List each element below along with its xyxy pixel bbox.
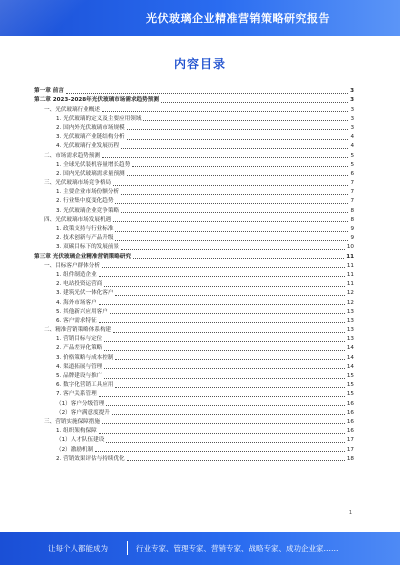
- toc-entry-title: 3. 光伏玻璃企业竞争策略: [56, 207, 120, 214]
- toc-entry-title: 2. 营销效果评估与持续优化: [56, 455, 125, 462]
- toc-entry-page: 13: [346, 327, 354, 334]
- toc-entry[interactable]: [34, 389, 354, 398]
- toc-entry-page: 12: [346, 290, 354, 297]
- toc-entry[interactable]: [34, 233, 354, 242]
- toc-entry-title: 7. 客户关系管理: [56, 391, 97, 398]
- footer-banner: [0, 532, 400, 565]
- toc-leader-dots: [99, 276, 345, 277]
- toc-entry-title: 2. 国内光伏玻璃需求量预测: [56, 170, 125, 177]
- toc-entry-page: 11: [346, 253, 354, 260]
- toc-entry-title: 1. 光伏玻璃的定义及主要应用领域: [56, 115, 142, 122]
- toc-entry-title: 二、精准营销策略体系构建: [44, 327, 112, 334]
- toc-entry[interactable]: [34, 325, 354, 334]
- table-of-contents: [34, 86, 354, 463]
- toc-entry-page: 14: [346, 345, 354, 352]
- toc-leader-dots: [102, 111, 348, 112]
- toc-leader-dots: [143, 120, 348, 121]
- toc-entry-title: 4. 海外市场客户: [56, 299, 97, 306]
- toc-entry[interactable]: [34, 104, 354, 113]
- toc-entry-title: 6. 数字化营销工具应用: [56, 382, 114, 389]
- toc-entry-title: 3. 双碳目标下的发展前景: [56, 244, 120, 251]
- toc-entry-page: 16: [346, 400, 354, 407]
- toc-leader-dots: [112, 414, 345, 415]
- toc-entry-page: 5: [350, 152, 354, 159]
- toc-entry[interactable]: [34, 187, 354, 196]
- toc-leader-dots: [121, 148, 348, 149]
- toc-entry[interactable]: [34, 288, 354, 297]
- toc-entry-title: 2. 电站投资运营商: [56, 281, 103, 288]
- toc-entry-page: 14: [346, 354, 354, 361]
- toc-leader-dots: [99, 433, 345, 434]
- toc-entry[interactable]: [34, 297, 354, 306]
- toc-entry-page: 16: [346, 409, 354, 416]
- toc-entry-title: 2. 技术创新与产品升级: [56, 235, 114, 242]
- toc-entry-page: 11: [346, 281, 354, 288]
- toc-entry-title: 3. 价格策略与成本控制: [56, 354, 114, 361]
- toc-entry-page: 11: [346, 271, 354, 278]
- toc-entry-page: 13: [346, 317, 354, 324]
- toc-entry-page: 4: [350, 134, 354, 141]
- toc-entry-title: （1）人才队伍建设: [56, 437, 105, 444]
- toc-leader-dots: [113, 185, 348, 186]
- toc-leader-dots: [99, 304, 345, 305]
- toc-entry-page: 15: [346, 382, 354, 389]
- toc-entry-title: 5. 其他新兴应用客户: [56, 308, 108, 315]
- toc-leader-dots: [115, 387, 344, 388]
- page-number: 1: [348, 510, 352, 516]
- toc-entry-title: 一、光伏玻璃行业概述: [44, 106, 100, 113]
- toc-entry[interactable]: [34, 371, 354, 380]
- toc-entry-page: 13: [346, 336, 354, 343]
- toc-leader-dots: [113, 332, 345, 333]
- toc-entry[interactable]: [34, 435, 354, 444]
- toc-entry[interactable]: [34, 334, 354, 343]
- toc-leader-dots: [99, 396, 345, 397]
- toc-leader-dots: [127, 129, 349, 130]
- toc-entry[interactable]: [34, 242, 354, 251]
- toc-leader-dots: [102, 423, 345, 424]
- toc-entry[interactable]: [34, 454, 354, 463]
- toc-entry-title: 6. 客户需求特征: [56, 317, 97, 324]
- toc-entry-page: 12: [346, 299, 354, 306]
- toc-entry[interactable]: [34, 408, 354, 417]
- toc-entry[interactable]: [34, 196, 354, 205]
- toc-leader-dots: [121, 194, 348, 195]
- toc-entry-title: （2）客户满意度提升: [56, 409, 110, 416]
- toc-leader-dots: [104, 368, 345, 369]
- toc-entry-title: 3. 建筑光伏一体化客户: [56, 290, 114, 297]
- toc-leader-dots: [161, 102, 348, 103]
- toc-leader-dots: [104, 350, 345, 351]
- toc-entry-title: 三、营销实施保障措施: [44, 418, 100, 425]
- toc-leader-dots: [99, 322, 345, 323]
- toc-entry[interactable]: [34, 86, 354, 95]
- toc-entry[interactable]: [34, 343, 354, 352]
- toc-entry[interactable]: [34, 362, 354, 371]
- toc-leader-dots: [132, 166, 348, 167]
- toc-leader-dots: [104, 378, 345, 379]
- toc-entry-title: 4. 光伏玻璃行业发展历程: [56, 143, 120, 150]
- toc-entry-page: 8: [350, 207, 354, 214]
- toc-entry-page: 16: [346, 428, 354, 435]
- toc-leader-dots: [121, 249, 345, 250]
- toc-leader-dots: [95, 451, 345, 452]
- toc-entry-title: 第二章 2023-2028年光伏玻璃市场需求趋势预测: [34, 97, 159, 104]
- toc-entry[interactable]: [34, 380, 354, 389]
- toc-heading: 内容目录: [173, 57, 226, 71]
- toc-entry-title: 4. 渠道拓展与管理: [56, 363, 103, 370]
- toc-leader-dots: [113, 221, 348, 222]
- toc-leader-dots: [115, 240, 348, 241]
- toc-leader-dots: [110, 313, 345, 314]
- toc-leader-dots: [115, 359, 344, 360]
- toc-entry-page: 18: [346, 455, 354, 462]
- toc-entry-title: 2. 国内外光伏玻璃市场规模: [56, 124, 125, 131]
- toc-entry-page: 16: [346, 418, 354, 425]
- toc-leader-dots: [133, 258, 344, 259]
- toc-entry-title: 三、光伏玻璃市场竞争格局: [44, 180, 112, 187]
- toc-entry-title: 1. 组件制造企业: [56, 271, 97, 278]
- toc-entry-page: 3: [350, 115, 354, 122]
- toc-entry-title: 3. 光伏玻璃产业链结构分析: [56, 134, 125, 141]
- toc-entry-page: 6: [350, 170, 354, 177]
- toc-entry-title: （1）客户分级管理: [56, 400, 105, 407]
- toc-entry[interactable]: [34, 123, 354, 132]
- toc-entry-title: 1. 主要企业市场份额分析: [56, 189, 120, 196]
- toc-entry-page: 5: [350, 161, 354, 168]
- toc-leader-dots: [127, 460, 345, 461]
- toc-entry[interactable]: [34, 169, 354, 178]
- toc-leader-dots: [115, 203, 348, 204]
- toc-entry[interactable]: [34, 251, 354, 260]
- toc-entry-title: 二、市场需求趋势预测: [44, 152, 100, 159]
- toc-entry-page: 9: [350, 235, 354, 242]
- footer-slogan-right: 行业专家、管理专家、营销专家、战略专家、成功企业家……: [136, 544, 339, 553]
- toc-leader-dots: [121, 212, 348, 213]
- toc-leader-dots: [102, 267, 345, 268]
- toc-entry-page: 10: [346, 244, 354, 251]
- toc-entry[interactable]: [34, 150, 354, 159]
- toc-leader-dots: [102, 157, 348, 158]
- toc-entry-title: 第一章 前言: [34, 88, 64, 95]
- toc-entry-title: 一、目标客户群体分析: [44, 262, 100, 269]
- toc-entry[interactable]: [34, 270, 354, 279]
- toc-leader-dots: [106, 405, 345, 406]
- toc-entry-title: 1. 组织架构保障: [56, 428, 97, 435]
- toc-entry-page: 14: [346, 363, 354, 370]
- toc-entry-page: 13: [346, 308, 354, 315]
- toc-entry-title: 2. 行业集中度变化趋势: [56, 198, 114, 205]
- toc-entry-page: 17: [346, 437, 354, 444]
- toc-entry-page: 7: [350, 198, 354, 205]
- toc-entry[interactable]: [34, 352, 354, 361]
- toc-entry-title: （2）激励机制: [56, 446, 94, 453]
- toc-entry-page: 7: [350, 189, 354, 196]
- toc-entry-page: 9: [350, 226, 354, 232]
- toc-leader-dots: [115, 295, 344, 296]
- toc-entry-title: 1. 营销目标与定位: [56, 336, 103, 343]
- toc-entry[interactable]: [34, 160, 354, 169]
- toc-entry[interactable]: [34, 261, 354, 270]
- report-title: 光伏玻璃企业精准营销策略研究报告: [146, 12, 330, 25]
- toc-leader-dots: [104, 341, 345, 342]
- toc-entry-title: 四、光伏玻璃市场发展机遇: [44, 216, 112, 223]
- header-decoration: [0, 0, 90, 36]
- toc-leader-dots: [127, 175, 349, 176]
- toc-entry[interactable]: [34, 426, 354, 435]
- toc-entry[interactable]: [34, 316, 354, 325]
- toc-entry-page: 3: [350, 88, 354, 95]
- toc-entry-title: 1. 全球光伏装机容量增长趋势: [56, 161, 131, 168]
- toc-leader-dots: [66, 93, 348, 94]
- toc-entry[interactable]: [34, 141, 354, 150]
- toc-entry-page: 3: [350, 124, 354, 131]
- toc-entry[interactable]: [34, 444, 354, 453]
- footer-divider: [127, 541, 128, 555]
- toc-entry-page: 15: [346, 391, 354, 398]
- toc-leader-dots: [104, 286, 345, 287]
- footer-slogan-left: 让每个人都能成为: [48, 544, 108, 553]
- toc-entry-page: 3: [350, 106, 354, 113]
- toc-entry[interactable]: [34, 215, 354, 224]
- toc-entry[interactable]: [34, 417, 354, 426]
- toc-leader-dots: [115, 231, 348, 232]
- toc-entry-page: 3: [350, 97, 354, 104]
- toc-entry[interactable]: [34, 279, 354, 288]
- toc-entry-title: 5. 品牌建设与推广: [56, 373, 103, 379]
- toc-entry-title: 2. 产品差异化策略: [56, 345, 103, 352]
- toc-leader-dots: [106, 442, 345, 443]
- toc-entry-page: 8: [350, 216, 354, 223]
- toc-entry-page: 17: [346, 446, 354, 453]
- toc-entry[interactable]: [34, 114, 354, 123]
- toc-entry[interactable]: [34, 205, 354, 214]
- toc-entry-title: 第三章 光伏玻璃企业精准营销策略研究: [34, 253, 132, 260]
- toc-entry-title: 1. 政策支持与行业标准: [56, 226, 114, 232]
- toc-entry[interactable]: [34, 307, 354, 316]
- toc-entry[interactable]: [34, 224, 354, 233]
- toc-entry[interactable]: [34, 95, 354, 104]
- toc-entry[interactable]: [34, 398, 354, 407]
- toc-entry-page: 11: [346, 262, 354, 269]
- toc-leader-dots: [127, 139, 349, 140]
- toc-entry-page: 7: [350, 180, 354, 187]
- header-banner: [0, 0, 400, 36]
- toc-entry-page: 4: [350, 143, 354, 150]
- toc-entry[interactable]: [34, 178, 354, 187]
- toc-entry[interactable]: [34, 132, 354, 141]
- toc-entry-page: 15: [346, 373, 354, 379]
